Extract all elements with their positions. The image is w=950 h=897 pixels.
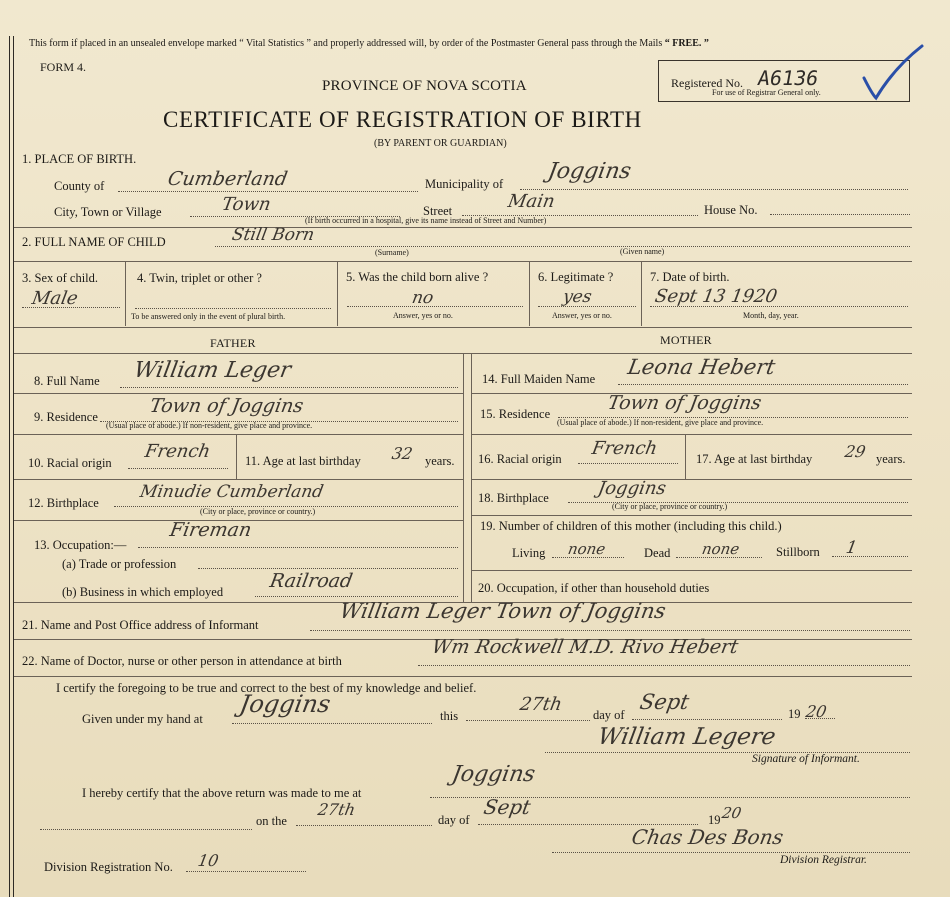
father-age-unit: years. <box>425 454 455 468</box>
registrar-month-value: Sept <box>481 795 533 819</box>
father-heading: FATHER <box>210 336 256 350</box>
father-residence-note: (Usual place of abode.) If non-resident, give place and province. <box>106 421 313 430</box>
mother-dead-value: none <box>700 540 741 558</box>
registrar-note: For use of Registrar General only. <box>712 88 821 97</box>
alive-value: no <box>410 288 436 308</box>
alive-line <box>347 306 523 307</box>
certify-statement: I certify the foregoing to be true and correct to the best of my knowledge and belief. <box>56 681 477 695</box>
mother-maiden-label: 14. Full Maiden Name <box>482 372 596 386</box>
division-label: Division Registration No. <box>44 860 173 874</box>
father-trade-label: (a) Trade or profession <box>62 557 177 571</box>
mother-heading: MOTHER <box>660 333 712 347</box>
mother-age-divider <box>685 435 686 479</box>
father-residence-value: Town of Joggins <box>148 395 306 417</box>
month-value: Sept <box>637 690 691 714</box>
on-the-label: on the <box>256 814 287 828</box>
registrar-year-value: 20 <box>720 804 743 822</box>
row3-divider-1 <box>125 262 126 326</box>
mother-age-value: 29 <box>843 442 868 461</box>
mother-birthplace-value: Joggins <box>596 478 668 499</box>
twin-label: 4. Twin, triplet or other ? <box>137 271 262 285</box>
street-value: Main <box>506 191 557 212</box>
date-value: Sept 13 1920 <box>653 286 779 307</box>
father-age-divider <box>236 435 237 479</box>
day-line <box>466 720 590 721</box>
mother-rule-5 <box>472 570 912 571</box>
father-racial-label: 10. Racial origin <box>28 456 112 470</box>
given-label: Given under my hand at <box>82 712 203 726</box>
left-border-rule-inner <box>13 36 14 897</box>
father-age-label: 11. Age at last birthday <box>245 454 361 468</box>
father-occupation-value: Fireman <box>168 519 254 541</box>
father-birthplace-value: Minudie Cumberland <box>138 482 325 502</box>
mother-maiden-value: Leona Hebert <box>625 355 778 379</box>
informant-value: William Leger Town of Joggins <box>337 599 668 623</box>
mother-residence-label: 15. Residence <box>480 407 551 421</box>
mother-stillborn-value: 1 <box>844 538 859 558</box>
father-age-value: 32 <box>390 444 415 463</box>
father-business-label: (b) Business in which employed <box>62 585 224 599</box>
mother-rule-3 <box>472 479 912 480</box>
father-rule-2 <box>14 434 463 435</box>
twin-note: To be answered only in the event of plural birth. <box>131 312 286 321</box>
mother-racial-label: 16. Racial origin <box>478 452 562 466</box>
row3-divider-2 <box>337 262 338 326</box>
registrar-signature-caption: Division Registrar. <box>780 854 867 866</box>
child-name-line <box>215 246 910 247</box>
mother-stillborn-label: Stillborn <box>776 545 820 559</box>
rule-after-place <box>14 227 912 228</box>
registrar-day-value: 27th <box>316 800 357 819</box>
date-label: 7. Date of birth. <box>650 270 730 284</box>
mother-dead-label: Dead <box>644 546 671 560</box>
father-rule-3 <box>14 479 463 480</box>
registrar-signature: Chas Des Bons <box>629 825 786 849</box>
mother-living-value: none <box>566 540 607 558</box>
father-residence-label: 9. Residence <box>34 410 98 424</box>
sex-value: Male <box>30 288 80 309</box>
informant-signature-caption: Signature of Informant. <box>752 753 860 765</box>
municipality-label: Municipality of <box>425 177 504 191</box>
year-prefix: 19 <box>788 707 801 721</box>
municipality-value: Joggins <box>545 159 634 184</box>
rule-before-row3 <box>14 261 912 262</box>
legit-value: yes <box>561 287 594 307</box>
street-label: Street <box>423 204 453 218</box>
this-label: this <box>440 709 459 723</box>
father-occupation-label: 13. Occupation:— <box>34 538 127 552</box>
mother-age-unit: years. <box>876 452 906 466</box>
city-value: Town <box>220 194 273 215</box>
mother-rule-4 <box>472 515 912 516</box>
rule-before-parents <box>14 327 912 328</box>
mother-living-label: Living <box>512 546 546 560</box>
informant-signature: William Legere <box>595 724 778 750</box>
twin-line <box>135 308 331 309</box>
father-racial-line <box>128 468 228 469</box>
row3-divider-3 <box>529 262 530 326</box>
county-value: Cumberland <box>166 168 290 190</box>
registrar-place-value: Joggins <box>449 762 538 787</box>
mother-rule-2 <box>472 434 912 435</box>
checkmark-icon <box>858 38 928 108</box>
given-place-line <box>232 723 432 724</box>
given-place-value: Joggins <box>237 690 333 718</box>
page-subtitle: (BY PARENT OR GUARDIAN) <box>374 138 507 149</box>
registrar-day-line <box>296 825 432 826</box>
informant-label: 21. Name and Post Office address of Informant <box>22 618 259 632</box>
month-line <box>632 719 782 720</box>
registrar-statement: I hereby certify that the above return was made to me at <box>82 786 362 800</box>
form-number: FORM 4. <box>40 60 87 74</box>
municipality-line <box>520 189 908 190</box>
day-of-label: day of <box>593 708 625 722</box>
mother-occupation-label: 20. Occupation, if other than household duties <box>478 581 710 595</box>
mother-racial-line <box>578 463 678 464</box>
child-name-value: Still Born <box>230 225 316 245</box>
doctor-label: 22. Name of Doctor, nurse or other person in attendance at birth <box>22 654 342 668</box>
registrar-pre-line <box>40 829 252 830</box>
father-rule-1 <box>14 393 463 394</box>
house-label: House No. <box>704 203 758 217</box>
edge-strip <box>2 60 11 897</box>
division-value: 10 <box>196 851 221 870</box>
mother-birthplace-note: (City or place, province or country.) <box>612 502 728 511</box>
father-name-label: 8. Full Name <box>34 374 100 388</box>
house-line <box>770 214 910 215</box>
father-racial-value: French <box>143 441 212 462</box>
day-value: 27th <box>518 694 564 715</box>
postal-notice-free: “ FREE. ” <box>664 38 709 49</box>
street-note: (If birth occurred in a hospital, give its name instead of Street and Number) <box>305 216 547 225</box>
parents-divider <box>463 354 464 602</box>
informant-line <box>310 630 910 631</box>
father-birthplace-label: 12. Birthplace <box>28 496 99 510</box>
father-name-value: William Leger <box>131 358 293 383</box>
page-title: CERTIFICATE OF REGISTRATION OF BIRTH <box>163 107 642 132</box>
registrar-signature-line <box>552 852 910 853</box>
alive-label: 5. Was the child born alive ? <box>346 270 489 284</box>
doctor-value: Wm Rockwell M.D. Rivo Hebert <box>430 636 740 658</box>
mother-children-label: 19. Number of children of this mother (including this child.) <box>480 519 782 533</box>
division-line <box>186 871 306 872</box>
city-label: City, Town or Village <box>54 205 162 219</box>
surname-caption: (Surname) <box>375 248 409 257</box>
mother-residence-value: Town of Joggins <box>606 392 764 414</box>
father-trade-line <box>198 568 458 569</box>
mother-racial-value: French <box>590 438 659 459</box>
postal-notice-text: This form if placed in an unsealed envelope marked “ Vital Statistics ” and properly addressed will, by order of the Postmaster General pass through the Mails <box>29 38 663 49</box>
registered-label: Registered No. <box>671 76 743 90</box>
date-note: Month, day, year. <box>743 311 799 320</box>
sex-label: 3. Sex of child. <box>22 271 99 285</box>
registrar-year-prefix: 19 <box>708 813 721 827</box>
county-label: County of <box>54 179 105 193</box>
father-name-line <box>120 387 458 388</box>
child-name-label: 2. FULL NAME OF CHILD <box>22 235 166 249</box>
mother-residence-note: (Usual place of abode.) If non-resident, give place and province. <box>557 418 764 427</box>
registrar-day-of-label: day of <box>438 813 470 827</box>
mother-age-label: 17. Age at last birthday <box>696 452 813 466</box>
mother-maiden-line <box>618 384 908 385</box>
registered-value: A6136 <box>755 66 821 90</box>
doctor-line <box>418 665 910 666</box>
postal-notice <box>29 39 709 49</box>
father-business-line <box>255 596 458 597</box>
father-occupation-line <box>138 547 458 548</box>
province-title: PROVINCE OF NOVA SCOTIA <box>322 78 527 94</box>
county-line <box>118 191 418 192</box>
alive-note: Answer, yes or no. <box>393 311 453 320</box>
legit-note: Answer, yes or no. <box>552 311 612 320</box>
father-birthplace-note: (City or place, province or country.) <box>200 507 316 516</box>
place-heading: 1. PLACE OF BIRTH. <box>22 152 137 166</box>
year-value: 20 <box>804 702 829 721</box>
father-business-value: Railroad <box>268 570 355 592</box>
legit-label: 6. Legitimate ? <box>538 270 614 284</box>
parents-divider-2 <box>471 354 472 602</box>
mother-birthplace-label: 18. Birthplace <box>478 491 549 505</box>
given-caption: (Given name) <box>620 247 665 256</box>
row3-divider-4 <box>641 262 642 326</box>
rule-before-certify <box>14 676 912 677</box>
